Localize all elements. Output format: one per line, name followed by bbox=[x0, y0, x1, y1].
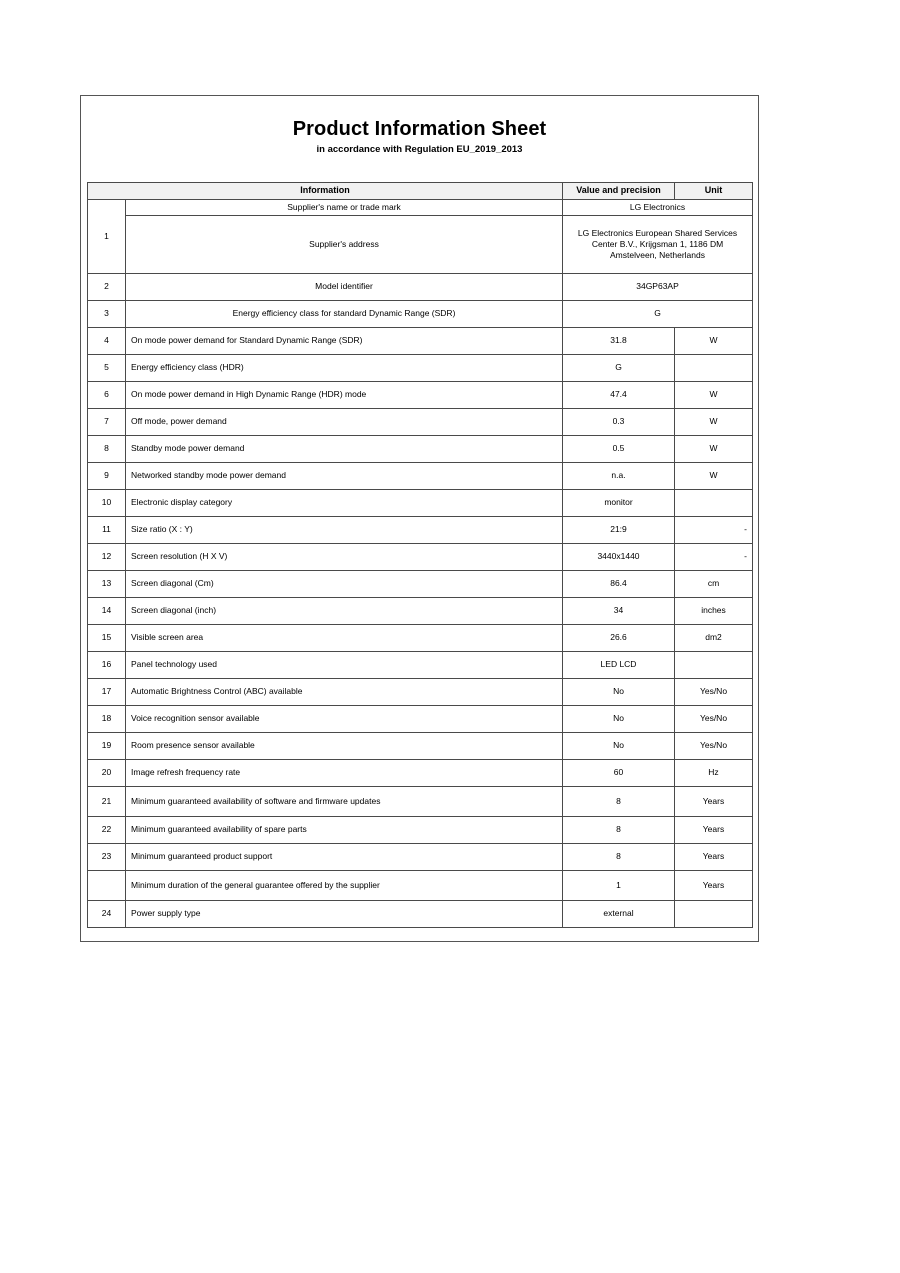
table-header-row bbox=[88, 183, 753, 200]
table-row bbox=[88, 598, 753, 625]
table-row bbox=[88, 760, 753, 787]
table-row bbox=[88, 436, 753, 463]
row-value: G bbox=[563, 355, 675, 382]
row-index: 12 bbox=[88, 544, 126, 571]
table-row bbox=[88, 679, 753, 706]
row-value: LG Electronics European Shared Services Center B.V., Krijgsman 1, 1186 DM Amstelveen, Netherlands bbox=[563, 216, 753, 274]
table-row bbox=[88, 817, 753, 844]
row-index: 24 bbox=[88, 901, 126, 928]
row-unit: Yes/No bbox=[675, 679, 753, 706]
table-row bbox=[88, 844, 753, 871]
row-unit: cm bbox=[675, 571, 753, 598]
row-index: 21 bbox=[88, 787, 126, 817]
row-index: 9 bbox=[88, 463, 126, 490]
document-page bbox=[80, 95, 759, 942]
row-unit: dm2 bbox=[675, 625, 753, 652]
row-index: 13 bbox=[88, 571, 126, 598]
row-index: 4 bbox=[88, 328, 126, 355]
row-value: 0.5 bbox=[563, 436, 675, 463]
row-information: Panel technology used bbox=[126, 652, 563, 679]
title-block bbox=[81, 96, 758, 155]
table-row bbox=[88, 787, 753, 817]
table-row bbox=[88, 328, 753, 355]
row-unit: W bbox=[675, 409, 753, 436]
row-index: 20 bbox=[88, 760, 126, 787]
row-information: Energy efficiency class for standard Dynamic Range (SDR) bbox=[126, 301, 563, 328]
column-header-unit: Unit bbox=[675, 183, 753, 200]
row-unit: Hz bbox=[675, 760, 753, 787]
table-row bbox=[88, 901, 753, 928]
row-index: 22 bbox=[88, 817, 126, 844]
row-value: LG Electronics bbox=[563, 200, 753, 216]
row-value: No bbox=[563, 733, 675, 760]
row-unit bbox=[675, 652, 753, 679]
row-information: Automatic Brightness Control (ABC) available bbox=[126, 679, 563, 706]
row-information: Room presence sensor available bbox=[126, 733, 563, 760]
table-row bbox=[88, 571, 753, 598]
row-unit: Years bbox=[675, 871, 753, 901]
row-unit: - bbox=[675, 544, 753, 571]
row-value: No bbox=[563, 679, 675, 706]
row-value: n.a. bbox=[563, 463, 675, 490]
row-information: Energy efficiency class (HDR) bbox=[126, 355, 563, 382]
table-row bbox=[88, 463, 753, 490]
table-row bbox=[88, 706, 753, 733]
row-information: Power supply type bbox=[126, 901, 563, 928]
row-information: Networked standby mode power demand bbox=[126, 463, 563, 490]
row-value: 34GP63AP bbox=[563, 274, 753, 301]
page-title: Product Information Sheet bbox=[292, 118, 547, 140]
row-value: 8 bbox=[563, 787, 675, 817]
row-value: 1 bbox=[563, 871, 675, 901]
row-value: 34 bbox=[563, 598, 675, 625]
row-index: 11 bbox=[88, 517, 126, 544]
table-row bbox=[88, 871, 753, 901]
row-information: Electronic display category bbox=[126, 490, 563, 517]
row-information: On mode power demand in High Dynamic Range (HDR) mode bbox=[126, 382, 563, 409]
row-value: 47.4 bbox=[563, 382, 675, 409]
row-value: 26.6 bbox=[563, 625, 675, 652]
row-information: Screen resolution (H X V) bbox=[126, 544, 563, 571]
row-value: 60 bbox=[563, 760, 675, 787]
row-information: Image refresh frequency rate bbox=[126, 760, 563, 787]
product-information-table-wrap bbox=[87, 182, 752, 928]
row-information: Minimum guaranteed availability of software and firmware updates bbox=[126, 787, 563, 817]
row-information: Minimum duration of the general guarantee offered by the supplier bbox=[126, 871, 563, 901]
table-row bbox=[88, 382, 753, 409]
page-subtitle: in accordance with Regulation EU_2019_2013 bbox=[316, 144, 523, 155]
row-unit: Yes/No bbox=[675, 706, 753, 733]
row-value: 31.8 bbox=[563, 328, 675, 355]
table-row bbox=[88, 733, 753, 760]
table-row bbox=[88, 274, 753, 301]
row-information: Visible screen area bbox=[126, 625, 563, 652]
row-information: Screen diagonal (Cm) bbox=[126, 571, 563, 598]
row-index: 17 bbox=[88, 679, 126, 706]
table-row bbox=[88, 544, 753, 571]
table-row bbox=[88, 216, 753, 274]
row-information: Standby mode power demand bbox=[126, 436, 563, 463]
row-index: 7 bbox=[88, 409, 126, 436]
row-value: 86.4 bbox=[563, 571, 675, 598]
row-unit: inches bbox=[675, 598, 753, 625]
row-index bbox=[88, 871, 126, 901]
row-index: 15 bbox=[88, 625, 126, 652]
row-index: 1 bbox=[88, 200, 126, 274]
row-unit: W bbox=[675, 436, 753, 463]
row-unit: Years bbox=[675, 844, 753, 871]
row-information: Minimum guaranteed availability of spare parts bbox=[126, 817, 563, 844]
row-index: 19 bbox=[88, 733, 126, 760]
row-unit bbox=[675, 490, 753, 517]
table-row bbox=[88, 625, 753, 652]
row-index: 8 bbox=[88, 436, 126, 463]
row-unit: - bbox=[675, 517, 753, 544]
table-row bbox=[88, 301, 753, 328]
table-row bbox=[88, 652, 753, 679]
row-information: Voice recognition sensor available bbox=[126, 706, 563, 733]
row-information: Off mode, power demand bbox=[126, 409, 563, 436]
row-information: Size ratio (X : Y) bbox=[126, 517, 563, 544]
row-value: 8 bbox=[563, 817, 675, 844]
row-value: 21:9 bbox=[563, 517, 675, 544]
row-index: 14 bbox=[88, 598, 126, 625]
row-unit: W bbox=[675, 382, 753, 409]
row-value: 8 bbox=[563, 844, 675, 871]
row-information: On mode power demand for Standard Dynamic Range (SDR) bbox=[126, 328, 563, 355]
row-unit: W bbox=[675, 463, 753, 490]
row-index: 10 bbox=[88, 490, 126, 517]
row-index: 16 bbox=[88, 652, 126, 679]
row-unit bbox=[675, 901, 753, 928]
row-value: 3440x1440 bbox=[563, 544, 675, 571]
row-value: LED LCD bbox=[563, 652, 675, 679]
row-unit: W bbox=[675, 328, 753, 355]
table-row bbox=[88, 200, 753, 216]
row-index: 5 bbox=[88, 355, 126, 382]
row-index: 2 bbox=[88, 274, 126, 301]
row-index: 18 bbox=[88, 706, 126, 733]
table-row bbox=[88, 409, 753, 436]
row-information: Minimum guaranteed product support bbox=[126, 844, 563, 871]
column-header-information: Information bbox=[88, 183, 563, 200]
row-value: monitor bbox=[563, 490, 675, 517]
row-information: Model identifier bbox=[126, 274, 563, 301]
row-index: 6 bbox=[88, 382, 126, 409]
row-unit: Years bbox=[675, 817, 753, 844]
row-value: 0.3 bbox=[563, 409, 675, 436]
row-information: Supplier's address bbox=[126, 216, 563, 274]
row-index: 23 bbox=[88, 844, 126, 871]
product-information-table bbox=[87, 182, 753, 928]
row-index: 3 bbox=[88, 301, 126, 328]
row-value: G bbox=[563, 301, 753, 328]
row-information: Screen diagonal (inch) bbox=[126, 598, 563, 625]
column-header-value: Value and precision bbox=[563, 183, 675, 200]
row-information: Supplier's name or trade mark bbox=[126, 200, 563, 216]
table-row bbox=[88, 517, 753, 544]
table-row bbox=[88, 490, 753, 517]
row-value: No bbox=[563, 706, 675, 733]
table-row bbox=[88, 355, 753, 382]
row-unit bbox=[675, 355, 753, 382]
row-unit: Years bbox=[675, 787, 753, 817]
row-value: external bbox=[563, 901, 675, 928]
row-unit: Yes/No bbox=[675, 733, 753, 760]
